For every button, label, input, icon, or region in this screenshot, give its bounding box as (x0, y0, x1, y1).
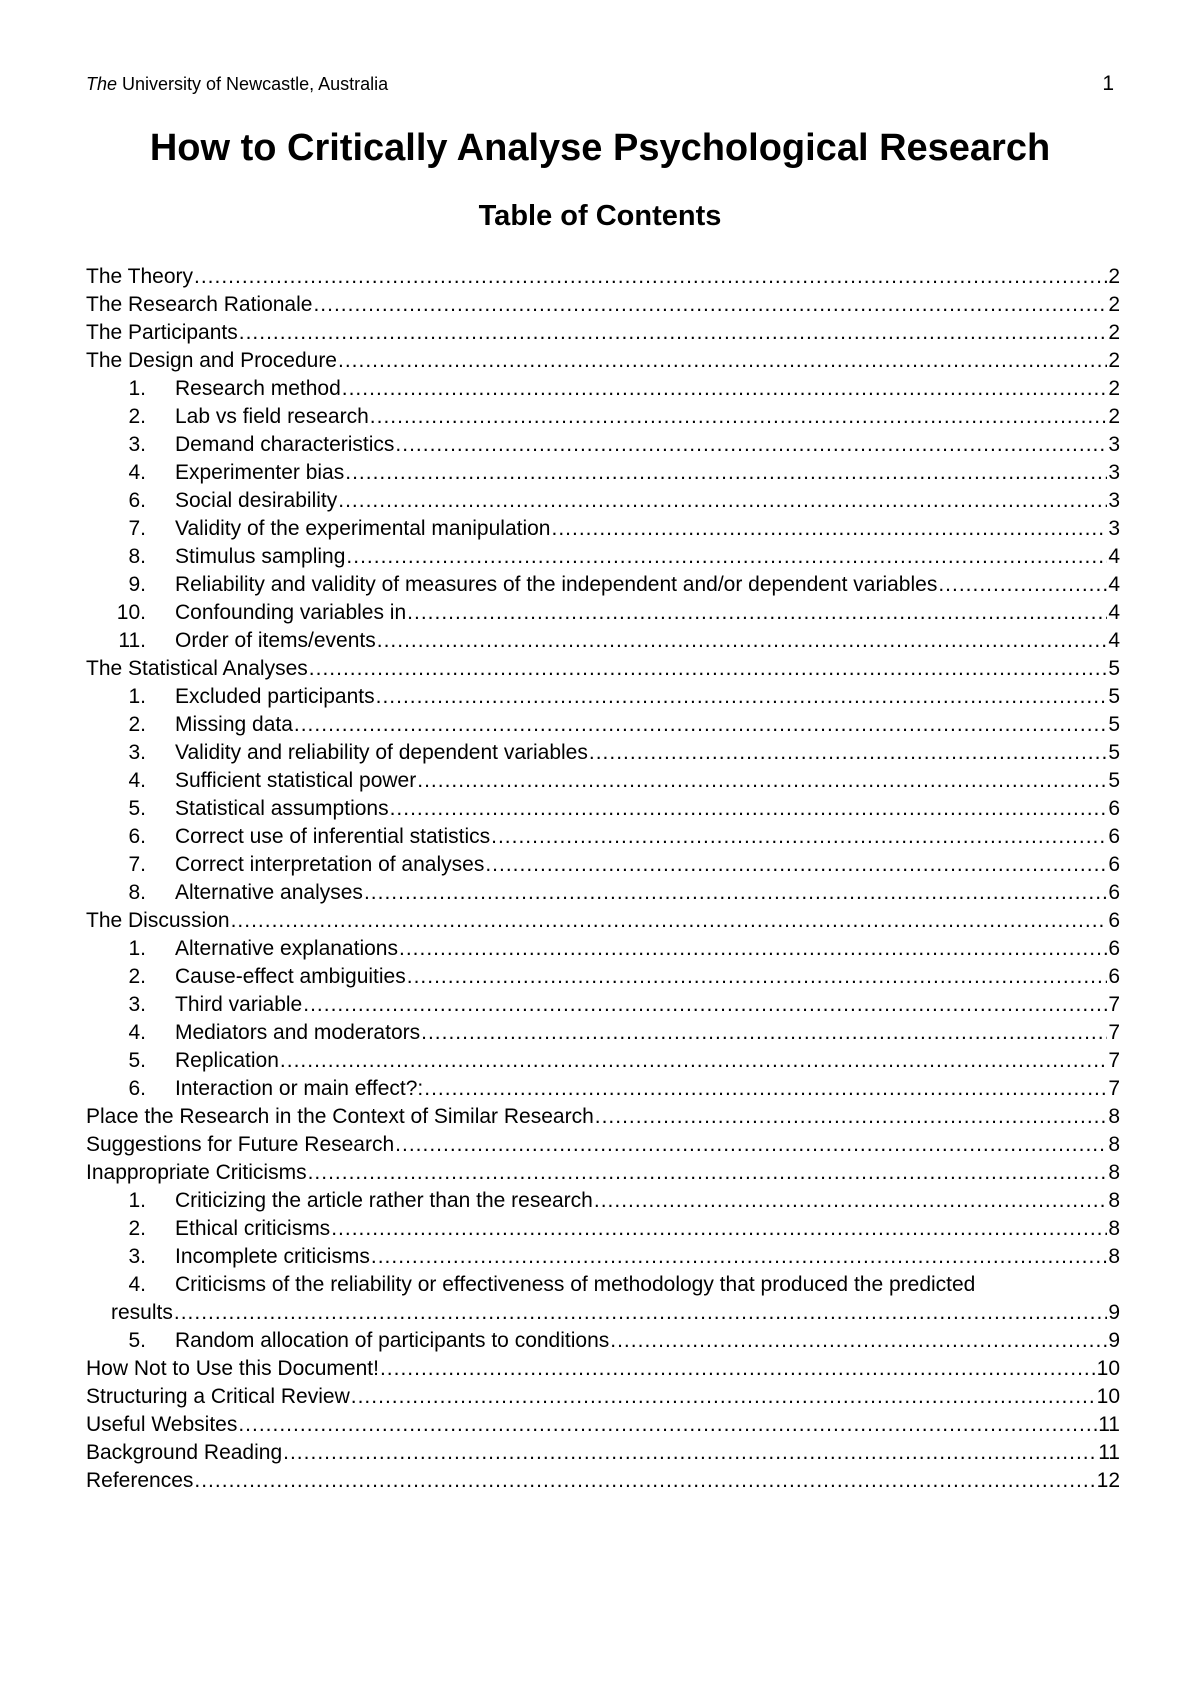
toc-entry (86, 1047, 1120, 1075)
toc-dot-leader (351, 1383, 1096, 1411)
toc-entry-page: 11 (1098, 1413, 1120, 1436)
toc-entry (86, 991, 1120, 1019)
toc-entry-page: 5 (1108, 741, 1120, 764)
toc-entry-label: Lab vs field research (175, 405, 369, 428)
toc-entry-number: 5. (128, 797, 146, 820)
toc-entry-number: 1. (128, 1189, 146, 1212)
toc-entry-number: 11. (118, 629, 146, 652)
toc-entry (86, 347, 1120, 375)
toc-entry-page: 3 (1108, 489, 1120, 512)
toc-entry-page: 2 (1108, 349, 1120, 372)
toc-entry-label-continued: results (111, 1301, 173, 1324)
toc-entry (86, 711, 1120, 739)
toc-entry-page: 8 (1108, 1133, 1120, 1156)
toc-entry-page: 5 (1108, 657, 1120, 680)
toc-entry (86, 963, 1120, 991)
toc-dot-leader (303, 991, 1107, 1019)
toc-entry-label: References (86, 1469, 194, 1492)
toc-entry-page: 2 (1108, 377, 1120, 400)
toc-dot-leader (390, 795, 1108, 823)
toc-entry (86, 655, 1120, 683)
toc-entry-number: 2. (128, 713, 146, 736)
toc-entry-page: 8 (1108, 1161, 1120, 1184)
toc-entry (86, 795, 1120, 823)
toc-entry-number: 1. (128, 685, 146, 708)
toc-entry (86, 879, 1120, 907)
toc-dot-leader (342, 375, 1108, 403)
toc-entry-page: 9 (1108, 1329, 1120, 1352)
toc-dot-leader (491, 823, 1107, 851)
toc-entry-label: Cause-effect ambiguities (175, 965, 406, 988)
toc-entry (86, 1215, 1120, 1243)
toc-entry-page: 6 (1108, 797, 1120, 820)
toc-entry-page: 6 (1108, 965, 1120, 988)
toc-entry (86, 739, 1120, 767)
toc-dot-leader (338, 347, 1107, 375)
toc-dot-leader (395, 431, 1107, 459)
toc-entry (86, 1383, 1120, 1411)
toc-entry-label: Validity and reliability of dependent variables (175, 741, 588, 764)
toc-entry-label: The Statistical Analyses (86, 657, 308, 680)
toc-dot-leader (417, 767, 1107, 795)
toc-dot-leader (309, 655, 1108, 683)
toc-entry-number: 9. (128, 573, 146, 596)
toc-entry-page: 7 (1108, 1021, 1120, 1044)
toc-entry (86, 907, 1120, 935)
toc-entry-label: Missing data (175, 713, 293, 736)
toc-entry-number: 7. (128, 517, 146, 540)
toc-dot-leader (589, 739, 1107, 767)
toc-entry-number: 3. (128, 993, 146, 1016)
toc-dot-leader (377, 627, 1108, 655)
toc-entry-page: 8 (1108, 1105, 1120, 1128)
toc-entry-label: Statistical assumptions (175, 797, 389, 820)
toc-dot-leader (239, 319, 1108, 347)
toc-entry-page: 3 (1108, 461, 1120, 484)
toc-entry-label: Correct interpretation of analyses (175, 853, 485, 876)
toc-entry-page: 6 (1108, 853, 1120, 876)
toc-dot-leader (294, 711, 1107, 739)
toc-entry-label: Ethical criticisms (175, 1217, 331, 1240)
toc-dot-leader (231, 907, 1108, 935)
toc-entry-page: 6 (1108, 825, 1120, 848)
toc-entry-number: 5. (128, 1329, 146, 1352)
toc-entry (86, 1075, 1120, 1103)
institution-name (86, 72, 388, 96)
toc-entry-label: Useful Websites (86, 1413, 238, 1436)
toc-entry (86, 263, 1120, 291)
toc-entry-number: 8. (128, 545, 146, 568)
toc-dot-leader (174, 1299, 1107, 1327)
toc-dot-leader (407, 599, 1107, 627)
toc-entry-page: 6 (1108, 909, 1120, 932)
toc-entry (86, 1187, 1120, 1215)
toc-entry (86, 1355, 1120, 1383)
toc-entry-page: 8 (1108, 1217, 1120, 1240)
toc-entry (86, 319, 1120, 347)
toc-entry-label: Reliability and validity of measures of the independent and/or dependent variables (175, 573, 938, 596)
toc-entry-page: 12 (1096, 1469, 1120, 1492)
toc-entry-label: Random allocation of participants to conditions (175, 1329, 610, 1352)
toc-entry (86, 1019, 1120, 1047)
toc-entry (86, 459, 1120, 487)
toc-entry-label: Validity of the experimental manipulation (175, 517, 551, 540)
toc-entry-page: 9 (1108, 1301, 1120, 1324)
toc-dot-leader (594, 1187, 1107, 1215)
toc-entry (86, 1271, 1120, 1299)
toc-dot-leader (238, 1411, 1097, 1439)
toc-dot-leader (610, 1327, 1107, 1355)
toc-entry-label: Alternative explanations (175, 937, 398, 960)
toc-dot-leader (331, 1215, 1107, 1243)
toc-dot-leader (371, 1243, 1107, 1271)
toc-entry-page: 3 (1108, 433, 1120, 456)
toc-dot-leader (313, 291, 1107, 319)
toc-entry-label: Structuring a Critical Review (86, 1385, 350, 1408)
toc-entry (86, 543, 1120, 571)
toc-entry-number: 6. (128, 825, 146, 848)
toc-entry-number: 10. (116, 601, 146, 624)
toc-entry-page: 4 (1108, 601, 1120, 624)
toc-entry (86, 627, 1120, 655)
toc-entry-page: 5 (1108, 769, 1120, 792)
toc-entry-label: The Participants (86, 321, 238, 344)
toc-entry-label: Order of items/events (175, 629, 376, 652)
toc-entry (86, 571, 1120, 599)
toc-entry-page: 10 (1096, 1357, 1120, 1380)
toc-dot-leader (421, 1019, 1107, 1047)
toc-entry-number: 4. (128, 461, 146, 484)
toc-entry-label: Demand characteristics (175, 433, 395, 456)
toc-dot-leader (424, 1075, 1107, 1103)
institution-rest: University of Newcastle, Australia (117, 74, 389, 94)
toc-entry-page: 4 (1108, 573, 1120, 596)
toc-entry-label: Mediators and moderators (175, 1021, 421, 1044)
toc-entry-number: 3. (128, 1245, 146, 1268)
toc-entry-page: 6 (1108, 937, 1120, 960)
toc-entry-label: Place the Research in the Context of Similar Research (86, 1105, 594, 1128)
toc-entry (86, 683, 1120, 711)
toc-entry-page: 8 (1108, 1245, 1120, 1268)
toc-entry (86, 851, 1120, 879)
page-number: 1 (1102, 72, 1114, 95)
toc-entry-label: Criticizing the article rather than the research (175, 1189, 593, 1212)
toc-heading: Table of Contents (478, 200, 722, 232)
toc-entry-label: Third variable (175, 993, 303, 1016)
toc-entry-page: 11 (1098, 1441, 1120, 1464)
toc-entry-continuation (86, 1299, 1120, 1327)
toc-entry-page: 7 (1108, 1077, 1120, 1100)
toc-entry (86, 1411, 1120, 1439)
toc-entry-label: The Design and Procedure (86, 349, 337, 372)
toc-dot-leader (552, 515, 1108, 543)
toc-entry (86, 1159, 1120, 1187)
toc-entry-number: 5. (128, 1049, 146, 1072)
toc-entry-number: 3. (128, 741, 146, 764)
toc-dot-leader (338, 487, 1107, 515)
toc-entry-number: 4. (128, 769, 146, 792)
toc-entry-number: 4. (128, 1021, 146, 1044)
toc-entry-number: 4. (128, 1273, 146, 1296)
toc-dot-leader (280, 1047, 1107, 1075)
toc-entry-page: 2 (1108, 265, 1120, 288)
toc-entry-number: 7. (128, 853, 146, 876)
toc-entry (86, 1103, 1120, 1131)
toc-dot-leader (364, 879, 1107, 907)
toc-dot-leader (345, 459, 1107, 487)
document-title: How to Critically Analyse Psychological Research (149, 127, 1051, 169)
toc-dot-leader (346, 543, 1107, 571)
toc-dot-leader (595, 1103, 1108, 1131)
toc-dot-leader (376, 683, 1108, 711)
toc-entry-page: 2 (1108, 405, 1120, 428)
toc-entry-page: 10 (1096, 1385, 1120, 1408)
toc-entry-page: 2 (1108, 321, 1120, 344)
toc-entry (86, 1327, 1120, 1355)
toc-entry-label: Excluded participants (175, 685, 375, 708)
toc-dot-leader (283, 1439, 1097, 1467)
toc-entry-label: Alternative analyses (175, 881, 363, 904)
toc-entry-number: 2. (128, 965, 146, 988)
toc-entry-label: Social desirability (175, 489, 338, 512)
toc-dot-leader (370, 403, 1108, 431)
toc-entry (86, 403, 1120, 431)
toc-entry-label: Background Reading (86, 1441, 283, 1464)
toc-entry (86, 599, 1120, 627)
toc-entry-label: Inappropriate Criticisms (86, 1161, 307, 1184)
toc-entry-label: Suggestions for Future Research (86, 1133, 395, 1156)
toc-entry (86, 767, 1120, 795)
toc-entry-label: The Discussion (86, 909, 230, 932)
toc-entry-label: The Theory (86, 265, 193, 288)
toc-entry-label: Incomplete criticisms (175, 1245, 370, 1268)
toc-entry-label: Sufficient statistical power (175, 769, 417, 792)
toc-dot-leader (485, 851, 1107, 879)
toc-entry-page: 2 (1108, 293, 1120, 316)
toc-entry-number: 6. (128, 1077, 146, 1100)
toc-entry (86, 1439, 1120, 1467)
toc-entry-page: 7 (1108, 1049, 1120, 1072)
toc-entry (86, 515, 1120, 543)
toc-entry-number: 2. (128, 1217, 146, 1240)
toc-entry-page: 5 (1108, 685, 1120, 708)
toc-entry-number: 1. (128, 377, 146, 400)
toc-entry-page: 3 (1108, 517, 1120, 540)
toc-entry (86, 823, 1120, 851)
toc-entry-page: 7 (1108, 993, 1120, 1016)
toc-entry (86, 1243, 1120, 1271)
toc-entry-number: 1. (128, 937, 146, 960)
toc-dot-leader (308, 1159, 1108, 1187)
institution-prefix: The (86, 74, 118, 94)
toc-entry-page: 5 (1108, 713, 1120, 736)
toc-dot-leader (380, 1355, 1096, 1383)
toc-entry-number: 8. (128, 881, 146, 904)
toc-dot-leader (399, 935, 1107, 963)
toc-entry-label: Research method (175, 377, 341, 400)
toc-entry (86, 291, 1120, 319)
toc-dot-leader (938, 571, 1107, 599)
toc-dot-leader (194, 263, 1107, 291)
toc-entry (86, 375, 1120, 403)
toc-entry-page: 4 (1108, 629, 1120, 652)
toc-entry-label: Experimenter bias (175, 461, 345, 484)
toc-entry-number: 2. (128, 405, 146, 428)
toc-dot-leader (407, 963, 1108, 991)
toc-entry-label: How Not to Use this Document! (86, 1357, 379, 1380)
toc-entry-label: Confounding variables in (175, 601, 407, 624)
toc-entry (86, 1467, 1120, 1495)
toc-entry-number: 3. (128, 433, 146, 456)
toc-entry-number: 6. (128, 489, 146, 512)
toc-entry (86, 431, 1120, 459)
toc-entry-page: 4 (1108, 545, 1120, 568)
toc-dot-leader (194, 1467, 1095, 1495)
toc-entry (86, 1131, 1120, 1159)
toc-entry-label: Stimulus sampling (175, 545, 346, 568)
toc-entry-label: The Research Rationale (86, 293, 313, 316)
toc-entry-label: Criticisms of the reliability or effectiveness of methodology that produced the predicted (175, 1273, 976, 1296)
toc-entry (86, 487, 1120, 515)
toc-entry-page: 6 (1108, 881, 1120, 904)
toc-entry-page: 8 (1108, 1189, 1120, 1212)
toc-dot-leader (395, 1131, 1107, 1159)
table-of-contents (86, 263, 1120, 1495)
toc-entry-label: Interaction or main effect?: (175, 1077, 424, 1100)
toc-entry (86, 935, 1120, 963)
toc-entry-label: Replication (175, 1049, 279, 1072)
toc-entry-label: Correct use of inferential statistics (175, 825, 491, 848)
